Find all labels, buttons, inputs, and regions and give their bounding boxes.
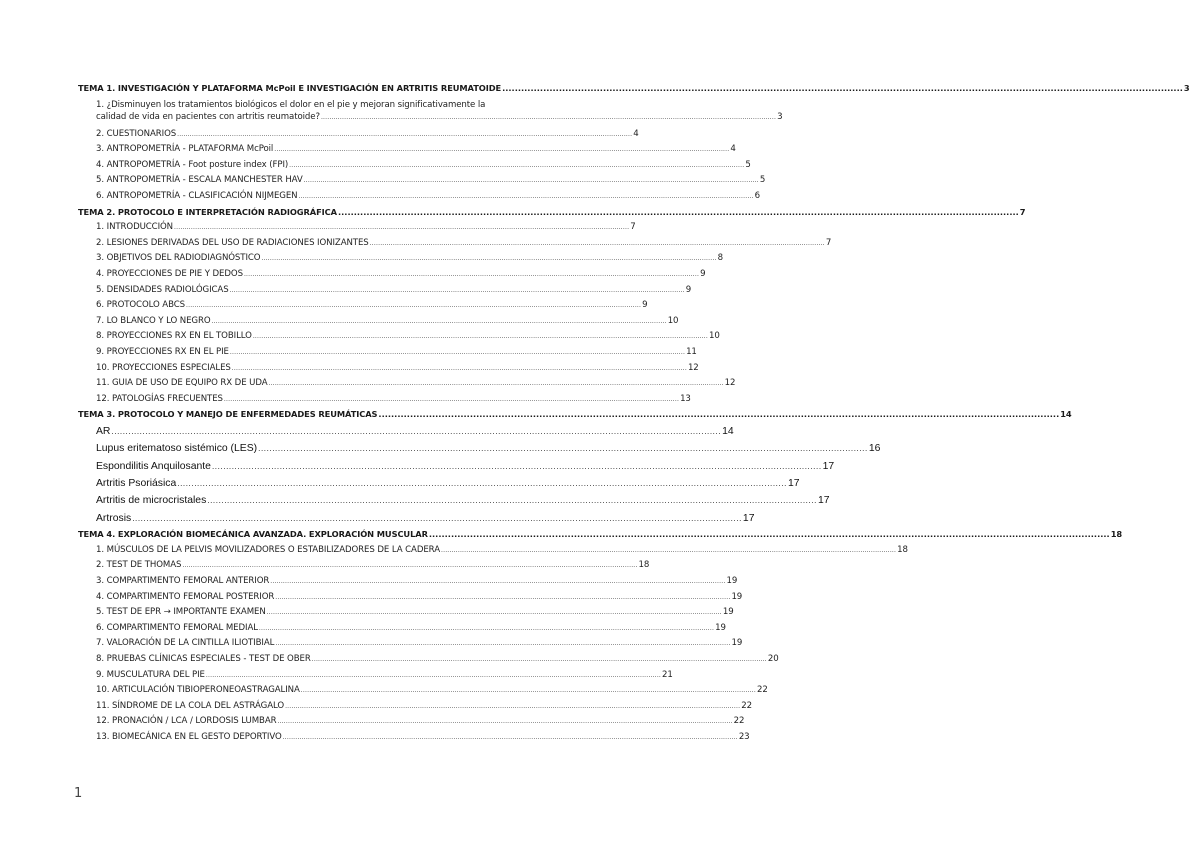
toc-entry[interactable]: [78, 652, 779, 668]
toc-heading[interactable]: [78, 407, 1072, 423]
dot-leader: [258, 440, 868, 457]
dot-leader: [132, 510, 742, 527]
dot-leader: [338, 205, 1019, 221]
toc-page-number: 18: [638, 560, 650, 571]
toc-entry-title: 8. PROYECCIONES RX EN EL TOBILLO: [96, 331, 252, 342]
toc-entry-title: 10. PROYECCIONES ESPECIALES: [96, 362, 231, 373]
toc-entry-title: 7. LO BLANCO Y LO NEGRO: [96, 315, 211, 326]
toc-page-number: 13: [680, 393, 691, 404]
toc-page-number: 5: [745, 159, 751, 170]
toc-entry[interactable]: [78, 267, 706, 283]
toc-page-number: 22: [733, 716, 745, 727]
toc-entry[interactable]: [78, 510, 755, 527]
toc-page-number: 7: [630, 222, 636, 233]
toc-page-number: 12: [724, 378, 736, 389]
toc-entry-title: 13. BIOMECÁNICA EN EL GESTO DEPORTIVO: [96, 731, 282, 742]
dot-leader: [378, 407, 1059, 423]
toc-heading[interactable]: [78, 205, 1026, 221]
toc-page-number: 9: [685, 284, 692, 295]
dot-leader: [312, 652, 767, 668]
toc-entry-title: 5. ANTROPOMETRÍA - ESCALA MANCHESTER HAV: [96, 175, 303, 186]
toc-entry[interactable]: [78, 392, 691, 408]
toc-page-number: 12: [687, 362, 699, 373]
dot-leader: [285, 699, 740, 715]
dot-leader: [253, 329, 708, 345]
toc-entry[interactable]: [78, 423, 734, 440]
toc-entry-title: 5. DENSIDADES RADIOLÓGICAS: [96, 284, 229, 295]
dot-leader: [232, 361, 687, 377]
toc-entry[interactable]: [78, 605, 734, 621]
dot-leader: [212, 314, 667, 330]
toc-page-number: 22: [756, 685, 768, 696]
toc-entry[interactable]: [78, 345, 697, 361]
dot-leader: [274, 142, 729, 158]
toc-page-number: 10: [708, 331, 720, 342]
toc-page-number: 18: [897, 544, 908, 555]
dot-leader: [301, 683, 756, 699]
dot-leader: [186, 298, 641, 314]
toc-page-number: 9: [642, 300, 648, 311]
toc-entry-title: 7. VALORACIÓN DE LA CINTILLA ILIOTIBIAL: [96, 638, 275, 649]
toc-entry[interactable]: [78, 283, 692, 299]
toc-entry[interactable]: [78, 314, 679, 330]
toc-page-number: 4: [730, 144, 736, 155]
page-number: 1: [74, 786, 83, 801]
toc-page-number: 3: [1183, 83, 1190, 93]
toc-entry-title: 11. SÍNDROME DE LA COLA DEL ASTRÁGALO: [96, 700, 285, 711]
dot-leader: [269, 376, 724, 392]
toc-page-number: 7: [825, 237, 832, 248]
dot-leader: [441, 543, 896, 559]
table-of-contents: [78, 81, 1190, 746]
toc-entry-title: Artrosis: [96, 512, 132, 524]
dot-leader: [275, 636, 730, 652]
dot-leader: [283, 730, 738, 746]
toc-entry-title: 6. ANTROPOMETRÍA - CLASIFICACIÓN NIJMEGEN: [96, 190, 298, 201]
toc-entry[interactable]: [78, 158, 751, 174]
toc-page-number: 10: [667, 315, 679, 326]
dot-leader: [502, 81, 1183, 97]
dot-leader: [177, 127, 632, 143]
toc-entry-title: 2. TEST DE THOMAS: [96, 560, 182, 571]
toc-entry[interactable]: [78, 699, 752, 715]
dot-leader: [270, 574, 725, 590]
toc-entry[interactable]: [78, 251, 723, 267]
dot-leader: [111, 423, 721, 440]
toc-page-number: 23: [738, 731, 750, 742]
toc-entry-title: 3. OBJETIVOS DEL RADIODIAGNÓSTICO: [96, 253, 261, 264]
dot-leader: [177, 475, 787, 492]
toc-entry[interactable]: [78, 683, 768, 699]
toc-page-number: 14: [722, 425, 734, 437]
toc-entry-title: 2. LESIONES DERIVADAS DEL USO DE RADIACIONES IONIZANTES: [96, 237, 369, 248]
toc-entry[interactable]: [78, 220, 636, 236]
dot-leader: [224, 392, 679, 408]
toc-entry-title: 9. PROYECCIONES RX EN EL PIE: [96, 346, 229, 357]
toc-entry[interactable]: [78, 236, 832, 252]
dot-leader: [174, 220, 629, 236]
toc-page-number: 17: [787, 478, 800, 490]
toc-entry-title: TEMA 2. PROTOCOLO E INTERPRETACIÓN RADIOGRÁFICA: [78, 206, 337, 217]
toc-entry-title: 5. TEST DE EPR → IMPORTANTE EXAMEN: [96, 607, 266, 618]
toc-entry-title: Espondilitis Anquilosante: [96, 460, 211, 472]
toc-page-number: 3: [777, 112, 783, 123]
dot-leader: [230, 283, 685, 299]
dot-leader: [275, 590, 730, 606]
toc-entry-title-continued: calidad de vida en pacientes con artritis reumatoide?: [96, 112, 320, 123]
toc-entry[interactable]: [78, 714, 745, 730]
toc-entry[interactable]: [78, 440, 881, 457]
dot-leader: [321, 111, 776, 125]
toc-page-number: 5: [759, 175, 766, 186]
toc-entry[interactable]: [78, 97, 783, 127]
toc-entry-title: 9. MUSCULATURA DEL PIE: [96, 669, 205, 680]
toc-entry[interactable]: [78, 590, 743, 606]
dot-leader: [207, 492, 817, 509]
toc-heading[interactable]: [78, 527, 1123, 543]
toc-page-number: 19: [726, 576, 738, 586]
dot-leader: [212, 458, 822, 475]
toc-entry-title: 1. INTRODUCCIÓN: [96, 222, 174, 233]
toc-page-number: 16: [868, 443, 881, 455]
toc-entry-title: 1. MÚSCULOS DE LA PELVIS MOVILIZADORES O ESTABILIZADORES DE LA CADERA: [96, 544, 440, 555]
toc-entry-title: 12. PATOLOGÍAS FRECUENTES: [96, 393, 223, 404]
toc-page-number: 20: [767, 653, 779, 664]
toc-entry[interactable]: [78, 574, 738, 590]
toc-page-number: 17: [742, 512, 755, 524]
toc-entry-title: TEMA 3. PROTOCOLO Y MANEJO DE ENFERMEDADES REUMÁTICAS: [78, 409, 378, 420]
toc-page-number: 17: [817, 495, 830, 507]
toc-entry[interactable]: [78, 329, 720, 345]
toc-page-number: 7: [1019, 206, 1026, 217]
dot-leader: [267, 605, 722, 621]
toc-entry[interactable]: [78, 492, 830, 509]
dot-leader: [299, 189, 754, 205]
toc-entry[interactable]: [78, 636, 743, 652]
toc-page-number: 11: [686, 346, 697, 357]
toc-entry-title: 2. CUESTIONARIOS: [96, 128, 177, 139]
toc-entry-title: 6. PROTOCOLO ABCS: [96, 300, 185, 311]
dot-leader: [370, 236, 825, 252]
dot-leader: [230, 345, 685, 361]
toc-entry-title: 4. PROYECCIONES DE PIE Y DEDOS: [96, 268, 243, 279]
toc-page-number: 14: [1060, 409, 1072, 420]
toc-page-number: 18: [1110, 529, 1123, 540]
toc-entry-title: 8. PRUEBAS CLÍNICAS ESPECIALES - TEST DE OBER: [96, 653, 311, 664]
toc-entry[interactable]: [78, 142, 736, 158]
toc-entry[interactable]: [78, 173, 766, 189]
toc-entry-title: 4. ANTROPOMETRÍA - Foot posture index (FPI): [96, 159, 289, 170]
toc-page-number: 17: [822, 460, 835, 472]
toc-page-number: 6: [754, 190, 761, 201]
dot-leader: [206, 668, 661, 684]
toc-entry-title: 1. ¿Disminuyen los tratamientos biológicos el dolor en el pie y mejoran significativamente la: [96, 99, 486, 110]
dot-leader: [244, 267, 699, 283]
toc-entry[interactable]: [78, 621, 726, 637]
toc-entry-title: 6. COMPARTIMENTO FEMORAL MEDIAL: [96, 622, 258, 633]
toc-entry[interactable]: [78, 543, 908, 559]
toc-entry-title: TEMA 1. INVESTIGACIÓN Y PLATAFORMA McPoil E INVESTIGACIÓN EN ARTRITIS REUMATOIDE: [78, 83, 502, 93]
toc-entry-title: Lupus eritematoso sistémico (LES): [96, 443, 258, 455]
toc-page-number: 9: [700, 268, 706, 279]
toc-entry-title: 12. PRONACIÓN / LCA / LORDOSIS LUMBAR: [96, 716, 277, 727]
toc-page-number: 8: [717, 253, 723, 264]
toc-entry-title: 4. COMPARTIMENTO FEMORAL POSTERIOR: [96, 591, 275, 602]
dot-leader: [182, 558, 637, 574]
toc-page-number: 19: [715, 622, 726, 633]
toc-entry-title: 10. ARTICULACIÓN TIBIOPERONEOASTRAGALINA: [96, 685, 300, 696]
toc-heading[interactable]: [78, 81, 1190, 97]
toc-entry[interactable]: [78, 376, 736, 392]
toc-entry[interactable]: [78, 298, 648, 314]
dot-leader: [429, 527, 1110, 543]
toc-page-number: 19: [731, 591, 743, 602]
toc-entry[interactable]: [78, 558, 650, 574]
toc-entry[interactable]: [78, 475, 800, 492]
dot-leader: [304, 173, 759, 189]
toc-entry[interactable]: [78, 668, 673, 684]
toc-entry[interactable]: [78, 189, 761, 205]
toc-entry-title: Artritis de microcristales: [96, 495, 207, 507]
toc-entry-title: TEMA 4. EXPLORACIÓN BIOMECÁNICA AVANZADA. EXPLORACIÓN MUSCULAR: [78, 529, 428, 540]
dot-leader: [289, 158, 744, 174]
toc-page-number: 22: [741, 700, 752, 711]
dot-leader: [261, 251, 716, 267]
toc-page-number: 4: [633, 128, 639, 139]
toc-entry-title: 11. GUIA DE USO DE EQUIPO RX DE UDA: [96, 378, 268, 389]
toc-entry-title: 3. ANTROPOMETRÍA - PLATAFORMA McPoil: [96, 144, 274, 155]
toc-page-number: 19: [722, 607, 734, 618]
toc-entry-title: AR: [96, 425, 111, 437]
toc-entry[interactable]: [78, 730, 750, 746]
toc-entry[interactable]: [78, 361, 699, 377]
toc-entry-title: Artritis Psoriásica: [96, 478, 177, 490]
toc-entry[interactable]: [78, 127, 639, 143]
dot-leader: [259, 621, 714, 637]
dot-leader: [277, 714, 732, 730]
toc-page-number: 21: [662, 669, 673, 680]
toc-entry[interactable]: [78, 458, 835, 475]
toc-page-number: 19: [731, 638, 743, 649]
toc-entry-title: 3. COMPARTIMENTO FEMORAL ANTERIOR: [96, 576, 270, 586]
